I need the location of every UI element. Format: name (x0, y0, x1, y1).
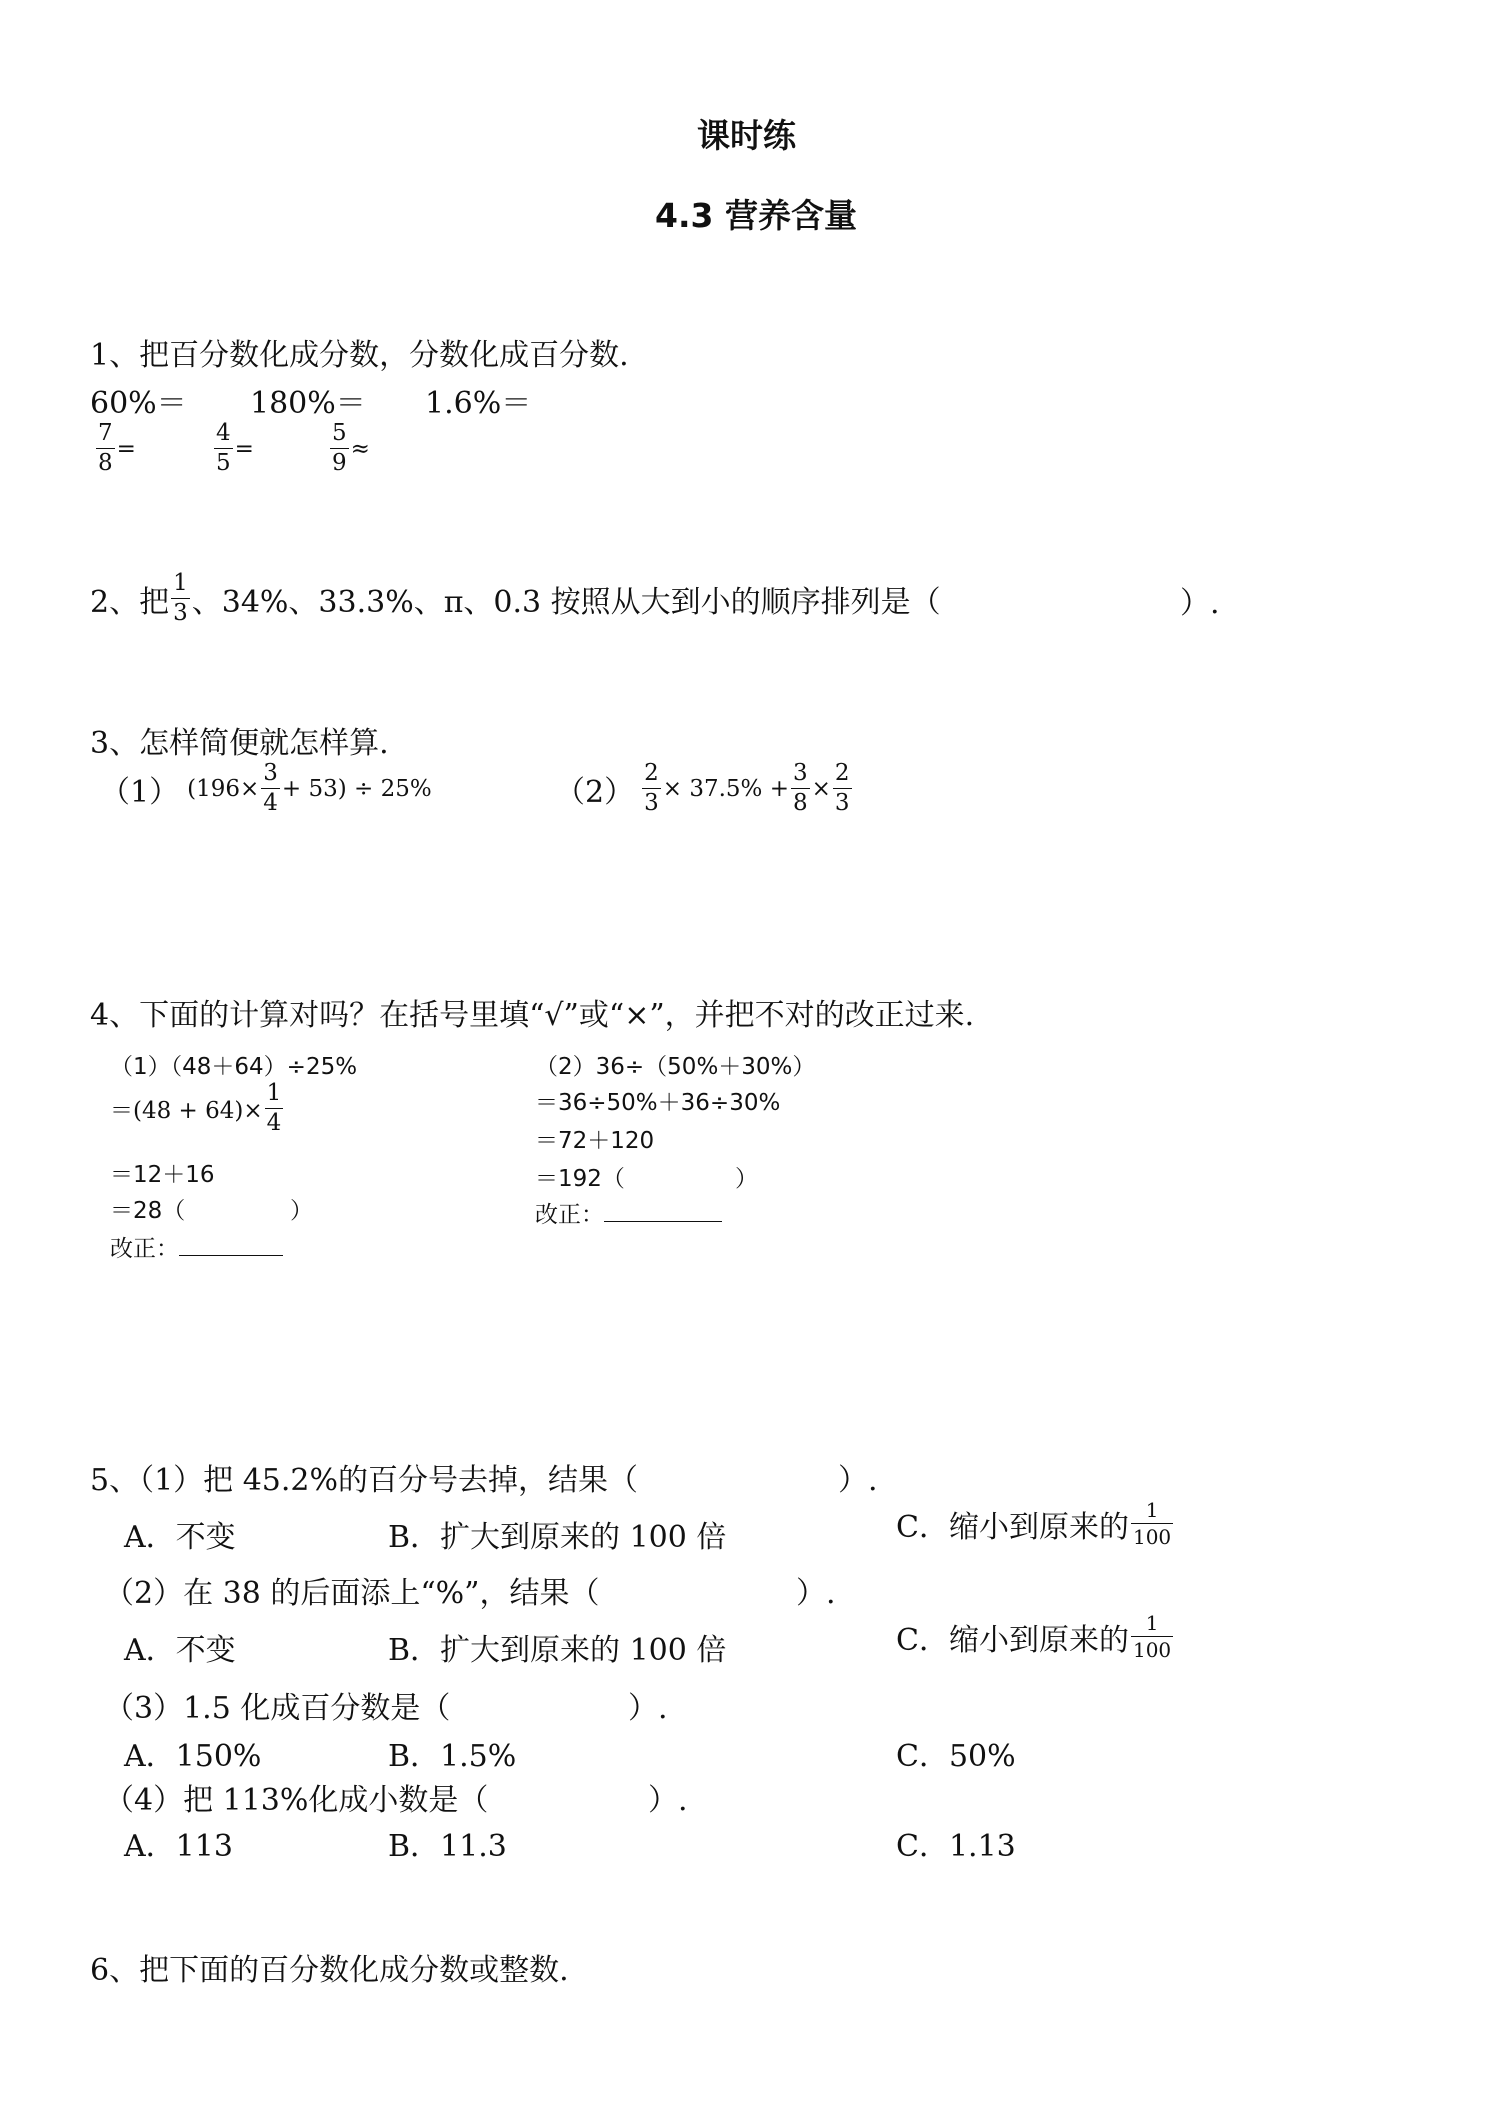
q4-right-line-4: ＝192（ (535, 1166, 625, 1192)
q5-3-option-c: C．50% (896, 1739, 1016, 1774)
q5-4-option-b: B．11.3 (388, 1829, 507, 1864)
q5-3-close: ）. (628, 1691, 668, 1726)
q1-prompt: 1、把百分数化成分数，分数化成百分数. (90, 338, 629, 373)
q1-fraction-2: $\frac{4}{5}$ = (216, 420, 254, 476)
q5-2-option-c: C．缩小到原来的 $\frac{1}{100}$ (896, 1611, 1172, 1662)
q5-2-stem: （2）在 38 的后面添上“%”，结果（ (104, 1576, 600, 1611)
q5-2-option-b: B．扩大到原来的 100 倍 (388, 1633, 727, 1668)
q3-problem-1: （1） (196× $\frac{3}{4}$ + 53) ÷ 25% (100, 760, 432, 816)
q2-answer-close: ）. (1180, 586, 1220, 621)
q5-1-option-a: A．不变 (124, 1520, 236, 1555)
q5-3-option-a: A．150% (124, 1739, 262, 1774)
q6-prompt: 6、把下面的百分数化成分数或整数. (90, 1953, 569, 1988)
q5-3-option-b: B．1.5% (388, 1739, 517, 1774)
q4-left-line-2: ＝(48 + 64)× $\frac{1}{4}$ (110, 1080, 282, 1136)
q2-line: 2、把 $\frac{1}{3}$ 、34%、33.3%、π、0.3 按照从大到小的顺序排列是（ (90, 570, 941, 626)
q4-left-line-1: （1）（48＋64）÷25% (110, 1054, 358, 1080)
q4-left-answer-close: ） (290, 1198, 313, 1224)
q4-left-fix-blank[interactable] (179, 1237, 283, 1256)
q4-right-line-2: ＝36÷50%＋36÷30% (535, 1090, 781, 1116)
q5-4-close: ）. (648, 1783, 688, 1818)
q5-2-option-a: A．不变 (124, 1633, 236, 1668)
q4-left-fix: 改正： (110, 1230, 283, 1263)
page-title: 课时练 (697, 116, 796, 155)
q1-fraction-3: $\frac{5}{9}$ ≈ (332, 420, 370, 476)
q4-left-line-4: ＝28（ (110, 1198, 186, 1224)
q5-1-option-b: B．扩大到原来的 100 倍 (388, 1520, 727, 1555)
q5-1-option-c: C．缩小到原来的 $\frac{1}{100}$ (896, 1498, 1172, 1549)
q4-prompt: 4、下面的计算对吗？在括号里填“√”或“×”，并把不对的改正过来. (90, 998, 975, 1033)
q5-2-close: ）. (796, 1576, 836, 1611)
q5-4-option-a: A．113 (124, 1829, 233, 1864)
q4-right-answer-close: ） (735, 1166, 758, 1192)
q1-fraction-1: $\frac{7}{8}$ = (98, 420, 136, 476)
q4-right-line-3: ＝72＋120 (535, 1128, 655, 1154)
page-subtitle: 4.3 营养含量 (655, 196, 857, 235)
q1-item-3: 1.6%＝ (425, 386, 532, 421)
q1-item-1: 60%＝ (90, 386, 187, 421)
q5-1-stem: 5、（1）把 45.2%的百分号去掉，结果（ (90, 1463, 639, 1498)
q3-prompt: 3、怎样简便就怎样算. (90, 726, 389, 761)
q5-3-stem: （3）1.5 化成百分数是（ (104, 1691, 451, 1726)
q1-item-2: 180%＝ (250, 386, 366, 421)
q5-4-option-c: C．1.13 (896, 1829, 1016, 1864)
q4-left-line-3: ＝12＋16 (110, 1162, 215, 1188)
q4-right-line-1: （2）36÷（50%＋30%） (535, 1054, 816, 1080)
q4-right-fix-blank[interactable] (604, 1203, 722, 1222)
q3-problem-2: （2） $\frac{2}{3}$ × 37.5% + $\frac{3}{8}$ × $\frac{2}{3}$ (555, 760, 850, 816)
q5-4-stem: （4）把 113%化成小数是（ (104, 1783, 489, 1818)
q5-1-close: ）. (838, 1463, 878, 1498)
q4-right-fix: 改正： (535, 1196, 722, 1229)
